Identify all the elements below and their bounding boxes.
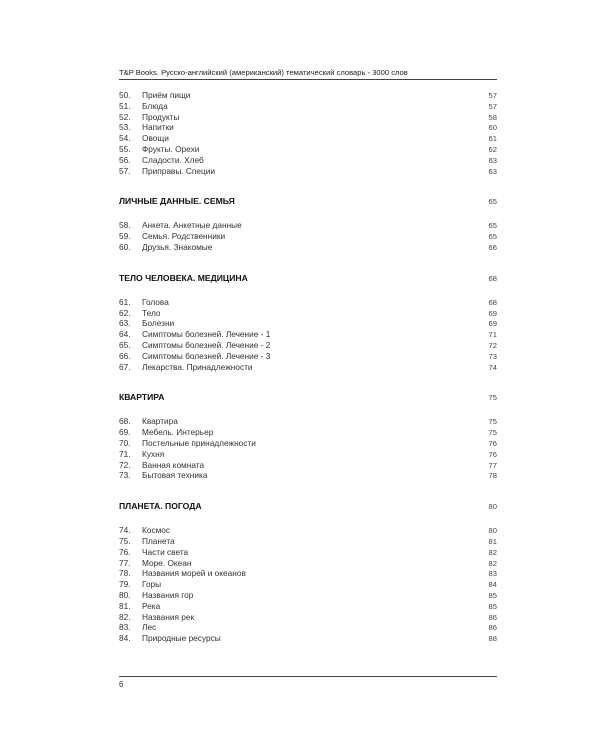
- entry-title: Горы: [142, 579, 162, 590]
- entry-title: Ванная комната: [142, 459, 205, 470]
- entry-page: 83: [488, 569, 497, 579]
- toc-entry: [119, 558, 497, 569]
- entry-title: Голова: [142, 296, 169, 307]
- entry-number: 53.: [119, 122, 131, 133]
- entry-number: 68.: [119, 416, 131, 427]
- entry-title: Постельные принадлежности: [142, 437, 256, 448]
- entry-title: Кухня: [142, 448, 165, 459]
- toc-entry: [119, 449, 497, 460]
- entry-number: 65.: [119, 339, 131, 350]
- toc-entry: [119, 622, 497, 633]
- entry-number: 81.: [119, 600, 131, 611]
- toc-entry: [119, 297, 497, 308]
- toc-entry: [119, 122, 497, 133]
- entry-number: 70.: [119, 437, 131, 448]
- entry-number: 74.: [119, 525, 131, 536]
- toc-entry: [119, 460, 497, 471]
- entry-title: Семья. Родственники: [142, 231, 226, 242]
- entry-number: 80.: [119, 589, 131, 600]
- toc-entry: [119, 568, 497, 579]
- entry-number: 64.: [119, 329, 131, 340]
- entry-number: 73.: [119, 470, 131, 481]
- entry-number: 76.: [119, 546, 131, 557]
- page-number: 6: [119, 680, 124, 689]
- toc-entry: [119, 220, 497, 231]
- entry-number: 77.: [119, 557, 131, 568]
- entry-page: 72: [488, 340, 497, 350]
- entry-title: Лекарства. Принадлежности: [142, 361, 253, 372]
- entry-page: 69: [488, 319, 497, 329]
- entry-title: Напитки: [142, 122, 174, 133]
- toc-entry: [119, 329, 497, 340]
- entry-title: Море. Океан: [142, 557, 192, 568]
- toc-entry: [119, 612, 497, 623]
- toc-section-heading: [119, 500, 497, 512]
- entry-page: 86: [488, 612, 497, 622]
- entry-title: Тело: [142, 307, 161, 318]
- toc-entry: [119, 427, 497, 438]
- toc-entry: [119, 318, 497, 329]
- section-page: 75: [488, 393, 497, 403]
- section-title: КВАРТИРА: [119, 392, 165, 403]
- toc-entry: [119, 470, 497, 481]
- entry-title: Мебель. Интерьер: [142, 427, 214, 438]
- table-of-contents: [119, 90, 497, 644]
- entry-page: 65: [488, 232, 497, 242]
- entry-page: 82: [488, 547, 497, 557]
- entry-number: 61.: [119, 296, 131, 307]
- entry-title: Река: [142, 600, 161, 611]
- entry-number: 56.: [119, 154, 131, 165]
- entry-page: 62: [488, 144, 497, 154]
- section-title: ТЕЛО ЧЕЛОВЕКА. МЕДИЦИНА: [119, 272, 248, 283]
- toc-entry: [119, 525, 497, 536]
- entry-page: 76: [488, 438, 497, 448]
- entry-page: 58: [488, 112, 497, 122]
- entry-page: 85: [488, 590, 497, 600]
- toc-entry: [119, 590, 497, 601]
- section-title: ПЛАНЕТА. ПОГОДА: [119, 501, 202, 512]
- entry-title: Названия морей и океанов: [142, 568, 246, 579]
- toc-entry: [119, 231, 497, 242]
- entry-page: 71: [488, 330, 497, 340]
- entry-page: 75: [488, 428, 497, 438]
- entry-title: Болезни: [142, 318, 175, 329]
- entry-page: 76: [488, 449, 497, 459]
- entry-title: Симптомы болезней. Лечение - 1: [142, 329, 271, 340]
- toc-entry: [119, 362, 497, 373]
- entry-title: Приём пищи: [142, 90, 191, 100]
- entry-title: Друзья. Знакомые: [142, 241, 213, 252]
- entry-number: 51.: [119, 100, 131, 111]
- entry-page: 57: [488, 101, 497, 111]
- entry-number: 75.: [119, 535, 131, 546]
- entry-number: 78.: [119, 568, 131, 579]
- section-page: 65: [488, 197, 497, 207]
- entry-title: Бытовая техника: [142, 470, 208, 481]
- entry-number: 58.: [119, 220, 131, 231]
- section-title: ЛИЧНЫЕ ДАННЫЕ. СЕМЬЯ: [119, 196, 235, 207]
- entry-title: Симптомы болезней. Лечение - 2: [142, 339, 271, 350]
- toc-entry: [119, 416, 497, 427]
- entry-title: Планета: [142, 535, 175, 546]
- toc-entry: [119, 155, 497, 166]
- toc-entry: [119, 112, 497, 123]
- entry-title: Названия рек: [142, 611, 195, 622]
- entry-title: Симптомы болезней. Лечение - 3: [142, 350, 271, 361]
- toc-entry: [119, 633, 497, 644]
- entry-title: Квартира: [142, 416, 178, 427]
- entry-page: 82: [488, 558, 497, 568]
- entry-number: 71.: [119, 448, 131, 459]
- entry-title: Овощи: [142, 133, 169, 144]
- entry-number: 67.: [119, 361, 131, 372]
- entry-title: Части света: [142, 546, 189, 557]
- entry-page: 78: [488, 471, 497, 481]
- toc-section-heading: [119, 272, 497, 284]
- section-page: 68: [488, 273, 497, 283]
- toc-entry: [119, 579, 497, 590]
- entry-number: 50.: [119, 90, 131, 100]
- entry-page: 75: [488, 417, 497, 427]
- toc-entry: [119, 144, 497, 155]
- entry-number: 82.: [119, 611, 131, 622]
- entry-page: 63: [488, 166, 497, 176]
- entry-page: 60: [488, 123, 497, 133]
- toc-section-heading: [119, 391, 497, 403]
- header-divider: [119, 79, 497, 80]
- entry-number: 69.: [119, 427, 131, 438]
- entry-title: Природные ресурсы: [142, 633, 221, 644]
- entry-number: 72.: [119, 459, 131, 470]
- entry-page: 73: [488, 351, 497, 361]
- entry-page: 85: [488, 601, 497, 611]
- entry-page: 77: [488, 460, 497, 470]
- entry-title: Фрукты. Орехи: [142, 143, 200, 154]
- entry-number: 57.: [119, 165, 131, 176]
- entry-title: Блюда: [142, 100, 168, 111]
- toc-section-heading: [119, 195, 497, 207]
- entry-number: 54.: [119, 133, 131, 144]
- toc-entry: [119, 340, 497, 351]
- entry-title: Анкета. Анкетные данные: [142, 220, 242, 231]
- toc-entry: [119, 601, 497, 612]
- footer-divider: [119, 676, 497, 677]
- running-header: T&P Books. Русско-английский (американский) тематический словарь - 3000 слов: [119, 68, 408, 77]
- toc-entry: [119, 536, 497, 547]
- entry-title: Приправы. Специи: [142, 165, 216, 176]
- entry-number: 66.: [119, 350, 131, 361]
- entry-number: 79.: [119, 579, 131, 590]
- entry-page: 69: [488, 308, 497, 318]
- toc-entry: [119, 438, 497, 449]
- toc-entry: [119, 242, 497, 253]
- toc-entry: [119, 90, 497, 101]
- entry-page: 88: [488, 634, 497, 644]
- entry-number: 59.: [119, 231, 131, 242]
- entry-title: Сладости. Хлеб: [142, 154, 204, 165]
- entry-number: 60.: [119, 241, 131, 252]
- toc-entry: [119, 133, 497, 144]
- entry-page: 80: [488, 526, 497, 536]
- toc-entry: [119, 547, 497, 558]
- toc-entry: [119, 166, 497, 177]
- entry-page: 86: [488, 623, 497, 633]
- entry-title: Лес: [142, 622, 157, 633]
- entry-title: Продукты: [142, 111, 180, 122]
- entry-number: 52.: [119, 111, 131, 122]
- entry-page: 57: [488, 91, 497, 100]
- entry-page: 81: [488, 536, 497, 546]
- entry-title: Космос: [142, 525, 171, 536]
- entry-page: 65: [488, 221, 497, 231]
- entry-page: 84: [488, 580, 497, 590]
- toc-entry: [119, 101, 497, 112]
- section-page: 80: [488, 502, 497, 512]
- entry-number: 83.: [119, 622, 131, 633]
- toc-entry: [119, 351, 497, 362]
- toc-entry: [119, 308, 497, 319]
- entry-page: 63: [488, 155, 497, 165]
- entry-number: 84.: [119, 633, 131, 644]
- entry-page: 74: [488, 362, 497, 372]
- entry-title: Названия гор: [142, 589, 194, 600]
- entry-number: 63.: [119, 318, 131, 329]
- entry-number: 62.: [119, 307, 131, 318]
- entry-page: 68: [488, 297, 497, 307]
- entry-page: 66: [488, 242, 497, 252]
- entry-page: 61: [488, 134, 497, 144]
- entry-number: 55.: [119, 143, 131, 154]
